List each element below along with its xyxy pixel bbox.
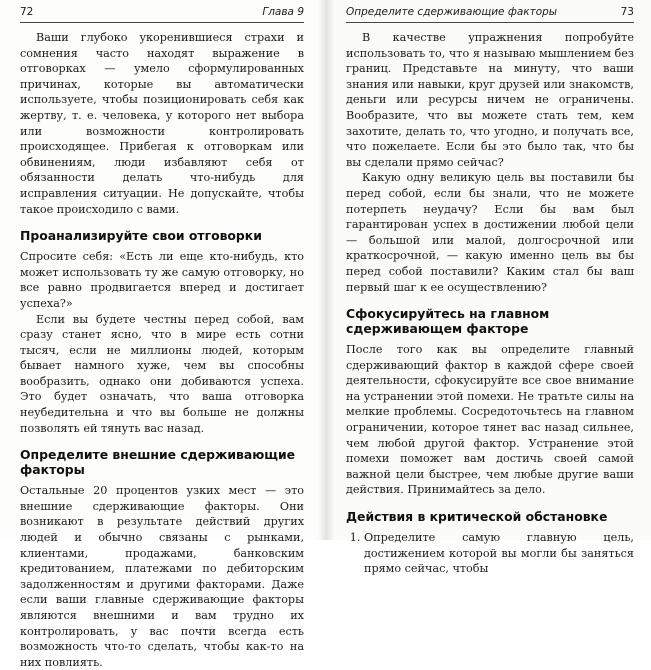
section-heading: Проанализируйте свои отговорки <box>20 228 262 244</box>
paragraph: После того как вы определите главный сдерживающий фактор в каждой сфере своей деятельности, сфокусируйте все свое внимание на устранении этой помехи. Не тратьте силы на мелкие проблемы. Сосредоточьтесь на главном ограничении, которое тянет вас назад сильнее, чем любой другой фактор. Устранение этой помехи поможет вам достичь своей самой важной цели быстрее, чем любые другие ваши действия. Принимайтесь за дело. <box>346 343 634 497</box>
section-heading: Определите внешние сдерживающие факторы <box>20 447 296 478</box>
paragraph: Если вы будете честны перед собой, вам сразу станет ясно, что в мире есть сотни тысяч, если не миллионы людей, которым бывает намного хуже, чем вы способны вообразить, однако они добиваются успеха. Это будет означать, что ваша отговорка неубедительна и что вы больше не должны позволять ей тянуть вас назад. <box>20 312 304 435</box>
right-page-body <box>346 30 634 577</box>
paragraph: Остальные 20 процентов узких мест — это внешние сдерживающие факторы. Они возникают в результате действий других людей и обычно связаны с рынками, клиентами, продажами, банковским кредитованием, платежами по дебиторским задолженностям и другими факторами. Даже если ваши главные сдерживающие факторы являются внешними и вам трудно их контролировать, у вас почти всегда есть возможность что-то сделать, чтобы как-то на них повлиять. <box>20 484 304 669</box>
list-item: 1. Определите самую главную цель, достижением которой вы могли бы заняться прямо сейчас, чтобы <box>364 530 634 577</box>
section-heading: Действия в критической обстановке <box>346 509 608 525</box>
paragraph: Ваши глубоко укоренившиеся страхи и сомнения часто находят выражение в отговорках — умело сформулированных причинах, которые вы автоматически используете, чтобы позиционировать себя как жертву, т. е. человека, у которого нет выбора или возможности контролировать происходящее. Прибегая к отговоркам или обвинениям, люди избавляют себя от обязанности делать что-нибудь для исправления ситуации. Не допускайте, чтобы такое происходило с вами. <box>20 31 304 216</box>
page-number-left: 72 <box>20 6 34 18</box>
paragraph: Какую одну великую цель вы поставили бы перед собой, если бы знали, что не можете потерпеть неудачу? Если бы вам был гарантирован успех в достижении любой цели — большой или малой, долгосрочной или краткосрочной, — какую именно цель вы бы перед собой поставили? Каким стал бы ваш первый шаг к ее осуществлению? <box>346 171 634 294</box>
numbered-list <box>346 530 634 577</box>
right-running-head <box>346 6 634 23</box>
running-title: Определите сдерживающие факторы <box>346 6 558 18</box>
left-running-head <box>20 6 304 23</box>
paragraph: Спросите себя: «Есть ли еще кто-нибудь, кто может использовать ту же самую отговорку, но все равно продвигается вперед и достигает успеха?» <box>20 250 304 310</box>
page-number-right: 73 <box>620 6 634 18</box>
right-page <box>326 0 651 576</box>
paragraph: В качестве упражнения попробуйте использовать то, что я называю мышлением без границ. Представьте на минуту, что ваши знания или навыки, круг друзей или знакомств, деньги или ресурсы ничем не ограничены. Вообразите, что вы можете стать тем, кем захотите, делать то, что угодно, и получать все, что пожелаете. Если бы это было так, что бы вы сделали прямо сейчас? <box>346 31 634 169</box>
section-heading: Сфокусируйтесь на главном сдерживающем факторе <box>346 306 550 337</box>
left-page-body <box>20 30 304 670</box>
chapter-label: Глава 9 <box>262 6 304 18</box>
